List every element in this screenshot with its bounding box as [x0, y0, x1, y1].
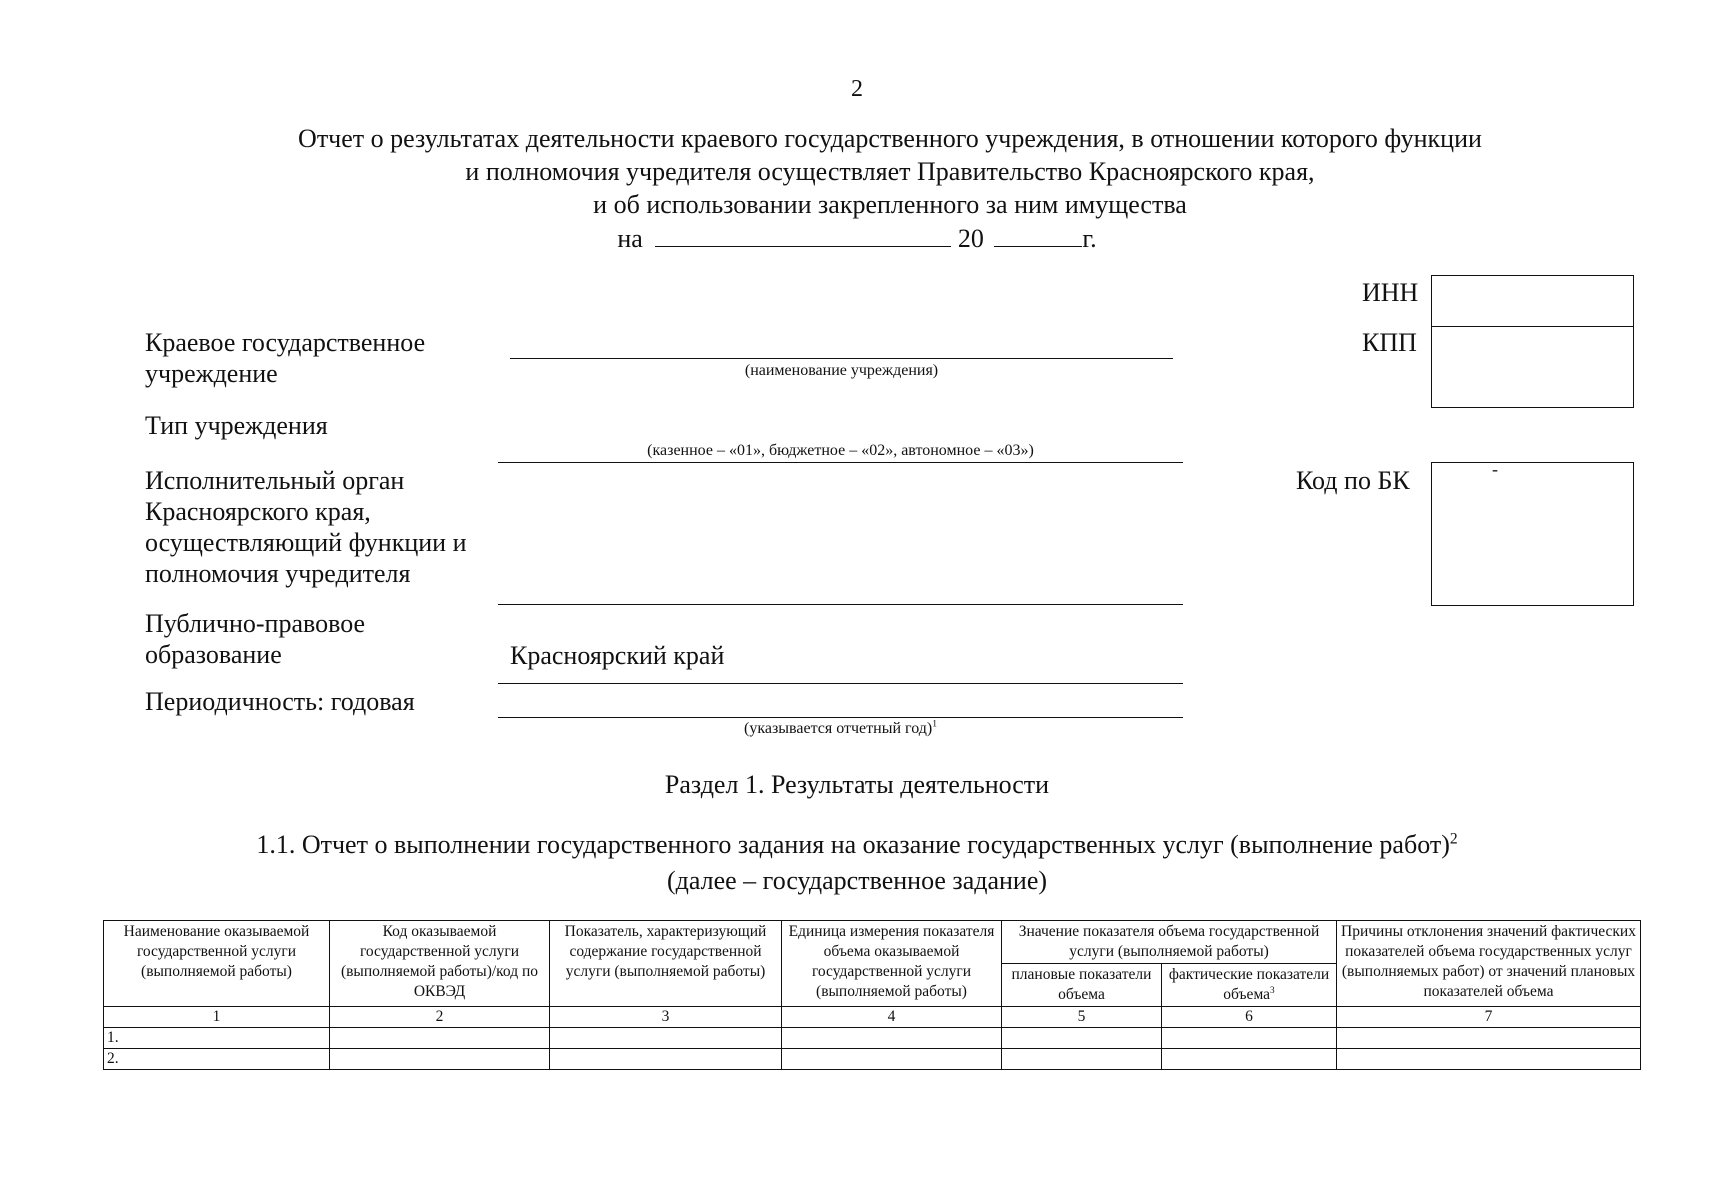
institution-type-line[interactable] — [498, 462, 1183, 463]
table-cell[interactable] — [550, 1028, 782, 1049]
column-number: 4 — [782, 1007, 1002, 1028]
footnote-1-mark: 1 — [932, 718, 937, 730]
periodicity-line[interactable] — [498, 717, 1183, 718]
subsection-title — [0, 830, 1714, 860]
table-cell[interactable] — [330, 1049, 550, 1070]
periodicity-hint — [498, 720, 1183, 738]
report-title-line-1: Отчет о результатах деятельности краевого государственного учреждения, в отношении которого функции — [298, 124, 1482, 153]
inn-box[interactable] — [1431, 275, 1634, 327]
institution-label: Краевое государственное учреждение — [145, 328, 426, 388]
col-actual-header — [1162, 964, 1337, 1007]
table-cell[interactable] — [782, 1049, 1002, 1070]
table-cell[interactable] — [1337, 1049, 1641, 1070]
col-indicator-header: Показатель, характеризующий содержание государственной услуги (выполняемой работы) — [550, 921, 782, 1007]
kpp-label: КПП — [1362, 328, 1417, 357]
state-assignment-table — [103, 920, 1641, 1070]
row-number: 1. — [104, 1028, 330, 1049]
subsection-title-text: 1.1. Отчет о выполнении государственного задания на оказание государственных услуг (выполнение работ) — [256, 830, 1450, 859]
year-prefix: 20 — [957, 224, 984, 253]
table-cell[interactable] — [1162, 1049, 1337, 1070]
executive-organ-line[interactable] — [498, 604, 1183, 605]
column-number: 2 — [330, 1007, 550, 1028]
institution-name-line[interactable] — [510, 358, 1173, 359]
report-title-line-2: и полномочия учредителя осуществляет Правительство Красноярского края, — [465, 157, 1315, 186]
executive-organ-label: Исполнительный орган Красноярского края, осуществляющий функции и полномочия учредителя — [145, 466, 467, 588]
col-service-name-header: Наименование оказываемой государственной услуги (выполняемой работы) — [104, 921, 330, 1007]
table-cell[interactable] — [1002, 1049, 1162, 1070]
col-volume-group-header: Значение показателя объема государственной услуги (выполняемой работы) — [1002, 921, 1337, 964]
column-number: 1 — [104, 1007, 330, 1028]
report-title-line-3: и об использовании закрепленного за ним имущества — [593, 190, 1187, 219]
table-cell[interactable] — [550, 1049, 782, 1070]
table-cell[interactable] — [330, 1028, 550, 1049]
year-blank[interactable] — [994, 222, 1082, 247]
institution-type-label: Тип учреждения — [145, 411, 328, 440]
institution-type-hint: (казенное – «01», бюджетное – «02», автономное – «03») — [647, 442, 1034, 459]
report-title — [150, 122, 1630, 221]
column-number: 7 — [1337, 1007, 1641, 1028]
inn-label: ИНН — [1362, 278, 1419, 307]
table-row — [104, 1049, 1641, 1070]
table-cell[interactable] — [1002, 1028, 1162, 1049]
periodicity-hint-text: (указывается отчетный год) — [744, 720, 933, 737]
page-number: 2 — [851, 76, 863, 102]
bk-code-mark: - — [1492, 459, 1498, 479]
col-service-code-header: Код оказываемой государственной услуги (выполняемой работы)/код по ОКВЭД — [330, 921, 550, 1007]
table-cell[interactable] — [1162, 1028, 1337, 1049]
date-blank[interactable] — [655, 222, 951, 247]
footnote-3-mark: 3 — [1270, 985, 1275, 996]
date-prefix: на — [617, 224, 643, 253]
public-entity-line[interactable] — [498, 683, 1183, 684]
column-number: 3 — [550, 1007, 782, 1028]
table-row — [104, 1028, 1641, 1049]
institution-name-hint: (наименование учреждения) — [744, 362, 939, 379]
col-planned-header: плановые показатели объема — [1002, 964, 1162, 1007]
column-number: 5 — [1002, 1007, 1162, 1028]
table-header-row — [104, 921, 1641, 964]
public-entity-label: Публично-правовое образование — [145, 609, 366, 669]
column-number: 6 — [1162, 1007, 1337, 1028]
col-deviation-reasons-header: Причины отклонения значений фактических показателей объема государственных услуг (выполняемых работ) от значений плановых показателей объема — [1337, 921, 1641, 1007]
bk-code-label: Код по БК — [1296, 466, 1410, 495]
public-entity-value: Красноярский край — [510, 641, 725, 670]
report-date-line — [0, 222, 1714, 254]
subsection-subtitle: (далее – государственное задание) — [666, 866, 1048, 895]
table-cell[interactable] — [782, 1028, 1002, 1049]
bk-code-box[interactable] — [1431, 459, 1634, 606]
col-unit-header: Единица измерения показателя объема оказываемой государственной услуги (выполняемой работы) — [782, 921, 1002, 1007]
kpp-box[interactable] — [1431, 326, 1634, 408]
col-actual-header-text: фактические показатели объема — [1168, 966, 1330, 1003]
footnote-2-mark: 2 — [1449, 830, 1458, 848]
year-suffix: г. — [1082, 224, 1097, 253]
column-number-row — [104, 1007, 1641, 1028]
periodicity-label: Периодичность: годовая — [145, 687, 415, 716]
section-title: Раздел 1. Результаты деятельности — [664, 770, 1050, 799]
row-number: 2. — [104, 1049, 330, 1070]
table-cell[interactable] — [1337, 1028, 1641, 1049]
